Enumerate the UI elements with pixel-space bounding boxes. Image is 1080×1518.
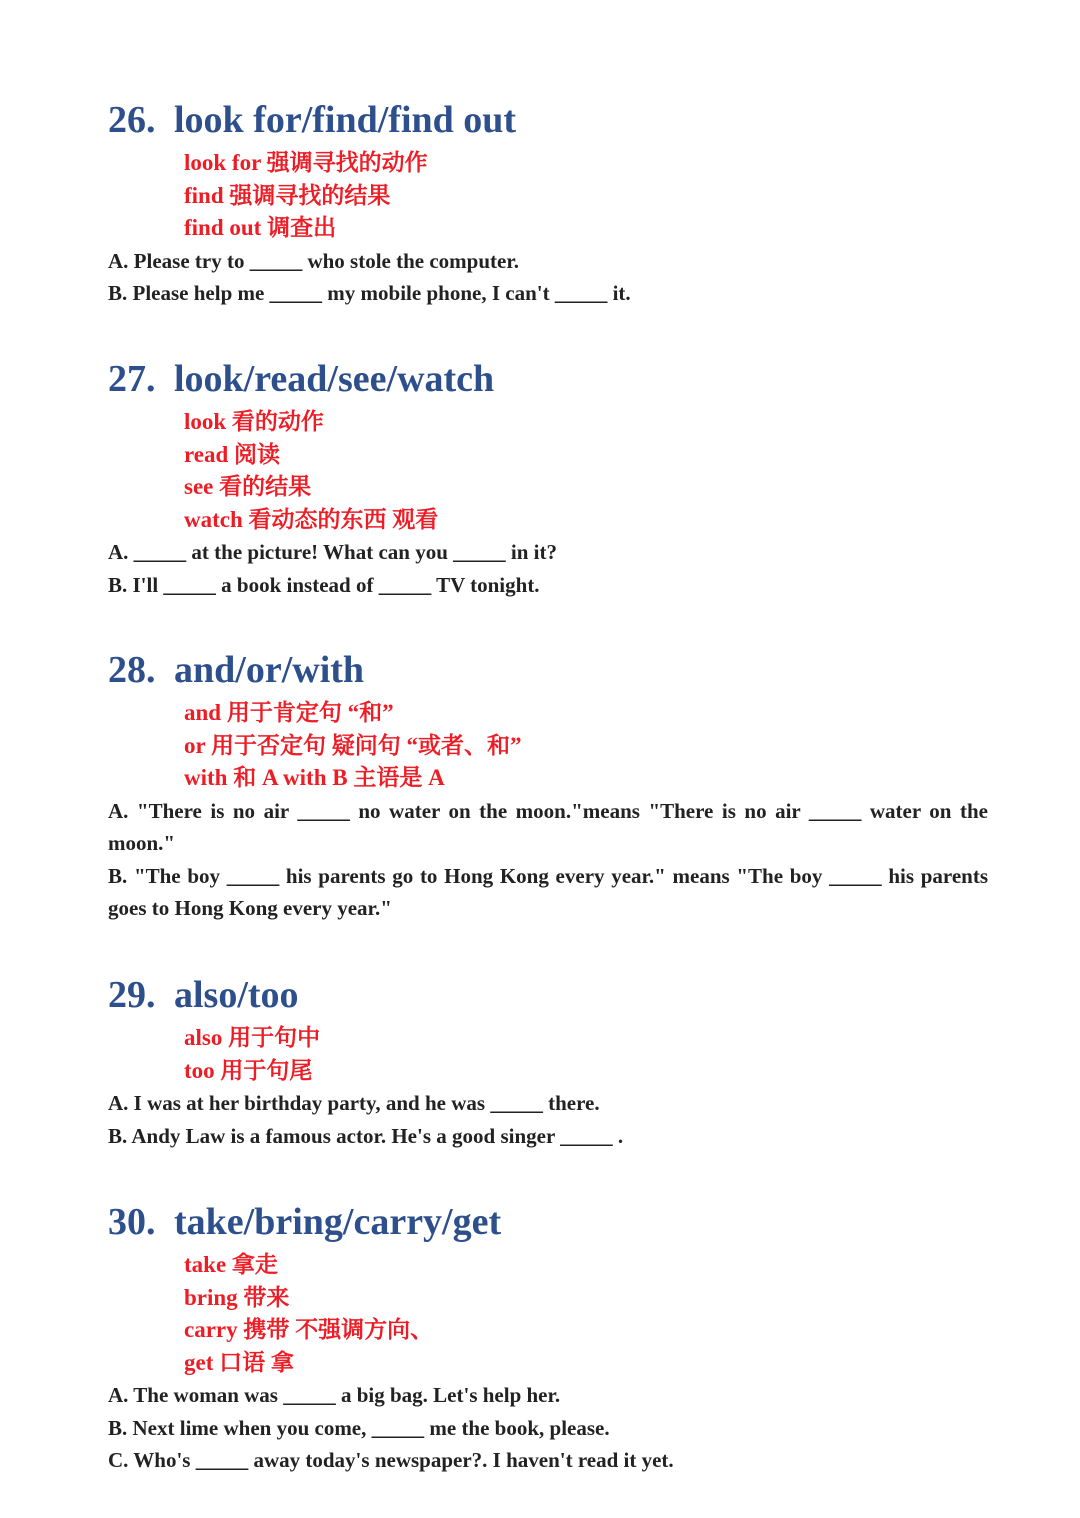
- exercise-line: A. "There is no air _____ no water on the moon."means "There is no air _____ water on the moon.": [108, 798, 988, 855]
- section-number: 26.: [108, 99, 156, 141]
- section-number: 30.: [108, 1201, 156, 1243]
- section-number: 28.: [108, 649, 156, 691]
- usage-note: watch 看动态的东西 观看: [184, 506, 439, 532]
- usage-note: also 用于句中: [184, 1025, 321, 1050]
- exercise-line: B. I'll _____ a book instead of _____ TV tonight.: [108, 572, 540, 597]
- section-title: take/bring/carry/get: [174, 1201, 502, 1243]
- exercise-line: B. Next lime when you come, _____ me the book, please.: [108, 1415, 610, 1440]
- usage-note: read 阅读: [184, 441, 281, 467]
- usage-note: bring 带来: [184, 1284, 290, 1310]
- section-number: 27.: [108, 358, 156, 400]
- exercise-line: B. "The boy _____ his parents go to Hong Kong every year." means "The boy _____ his parents goes to Hong Kong every year.": [108, 863, 988, 920]
- exercise-line: B. Andy Law is a famous actor. He's a good singer _____ .: [108, 1123, 624, 1148]
- usage-note: see 看的结果: [184, 474, 312, 499]
- usage-note: or 用于否定句 疑问句 “或者、和”: [184, 732, 522, 758]
- section-29: [108, 968, 988, 1152]
- section-26: [108, 93, 988, 310]
- section-heading: [108, 643, 988, 697]
- section-title: and/or/with: [174, 649, 365, 691]
- section-title: also/too: [174, 974, 299, 1016]
- usage-note: too 用于句尾: [184, 1057, 313, 1083]
- usage-note: take 拿走: [184, 1252, 278, 1277]
- section-number: 29.: [108, 974, 156, 1016]
- exercise-line: A. I was at her birthday party, and he was _____ there.: [108, 1091, 600, 1115]
- section-27: [108, 352, 988, 601]
- section-heading: [108, 968, 988, 1022]
- exercise-line: A. The woman was _____ a big bag. Let's help her.: [108, 1383, 561, 1407]
- usage-note: and 用于肯定句 “和”: [184, 700, 394, 725]
- exercise-line: A. _____ at the picture! What can you _____ in it?: [108, 540, 557, 564]
- usage-note: with 和 A with B 主语是 A: [184, 765, 445, 790]
- section-title: look/read/see/watch: [174, 358, 495, 400]
- usage-note: look 看的动作: [184, 409, 324, 434]
- section-heading: [108, 352, 988, 406]
- exercise-line: B. Please help me _____ my mobile phone, I can't _____ it.: [108, 281, 631, 305]
- usage-note: find 强调寻找的结果: [184, 182, 391, 208]
- exercise-line: A. Please try to _____ who stole the computer.: [108, 248, 519, 273]
- usage-notes: [184, 1249, 988, 1379]
- usage-notes: [184, 147, 988, 245]
- usage-notes: [184, 1022, 988, 1087]
- usage-note: look for 强调寻找的动作: [184, 150, 428, 175]
- section-28: [108, 643, 988, 925]
- usage-notes: [184, 697, 988, 795]
- exercise-line: C. Who's _____ away today's newspaper?. I haven't read it yet.: [108, 1448, 674, 1472]
- usage-note: get 口语 拿: [184, 1349, 294, 1375]
- usage-notes: [184, 406, 988, 536]
- section-title: look for/find/find out: [174, 99, 517, 141]
- usage-note: carry 携带 不强调方向、: [184, 1317, 434, 1342]
- section-30: [108, 1195, 988, 1477]
- section-heading: [108, 1195, 988, 1249]
- usage-note: find out 调查出: [184, 215, 337, 240]
- section-heading: [108, 93, 988, 147]
